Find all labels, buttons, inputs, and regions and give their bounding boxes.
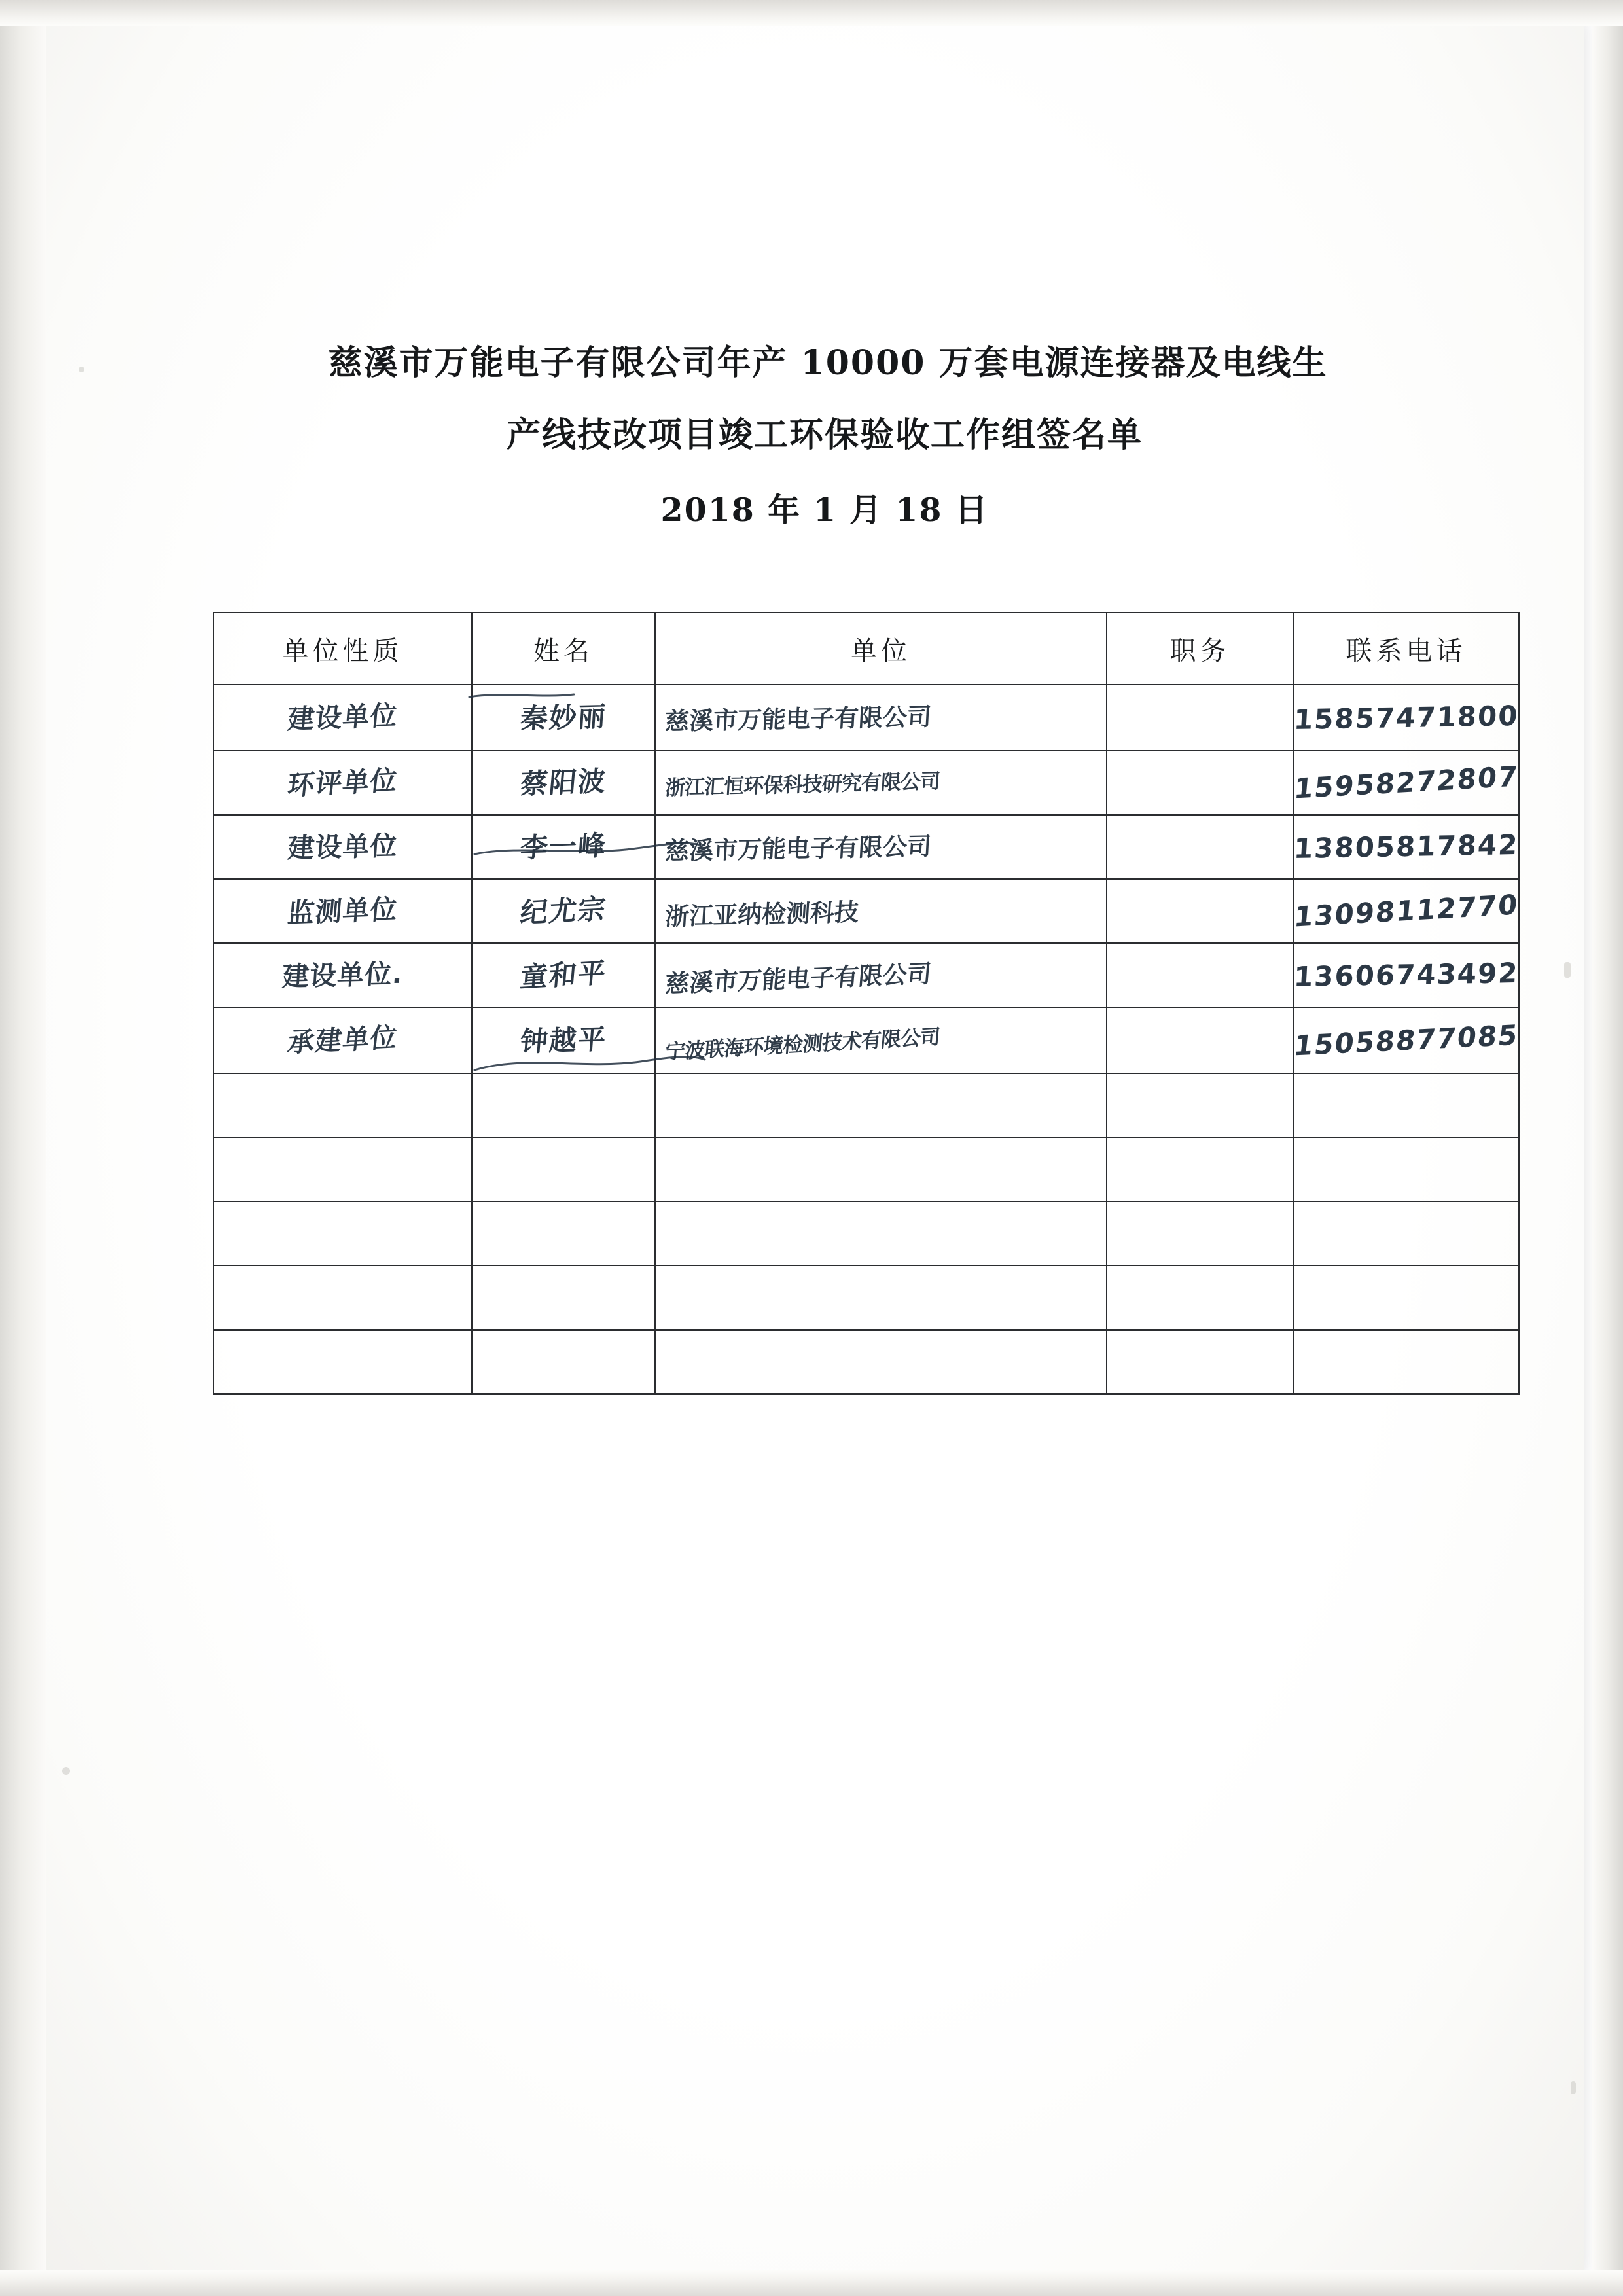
cell-phone xyxy=(1293,685,1519,751)
cell-name xyxy=(472,1266,655,1330)
cell-position xyxy=(1107,815,1293,879)
cell-nature xyxy=(213,815,472,879)
cell-position xyxy=(1107,879,1293,943)
column-header-unit: 单位 xyxy=(655,613,1107,685)
handwritten-unit: 浙江亚纳检测科技 xyxy=(664,897,860,931)
cell-name xyxy=(472,1138,655,1202)
signature-table xyxy=(213,612,1520,1395)
cell-position xyxy=(1107,943,1293,1007)
table-row xyxy=(213,815,1519,879)
cell-nature xyxy=(213,685,472,751)
table-row xyxy=(213,1073,1519,1138)
handwritten-phone: 15857471800 xyxy=(1293,699,1520,736)
cell-name xyxy=(472,879,655,943)
handwritten-nature: 建设单位. xyxy=(281,958,404,992)
handwritten-unit: 慈溪市万能电子有限公司 xyxy=(664,832,933,865)
title-line-2: 产线技改项目竣工环保验收工作组签名单 xyxy=(506,415,1143,455)
column-header-name: 姓名 xyxy=(472,613,655,685)
cell-unit xyxy=(655,1202,1107,1266)
cell-name xyxy=(472,1330,655,1394)
cell-name xyxy=(472,1202,655,1266)
cell-phone xyxy=(1293,815,1519,879)
scan-speck xyxy=(79,367,84,372)
cell-nature xyxy=(213,751,472,815)
table-row xyxy=(213,685,1519,751)
cell-phone xyxy=(1293,879,1519,943)
scan-edge-right xyxy=(1592,0,1623,2296)
table-row xyxy=(213,751,1519,815)
cell-unit xyxy=(655,815,1107,879)
cell-name xyxy=(472,815,655,879)
handwritten-signature: 纪尤宗 xyxy=(518,892,609,929)
cell-phone xyxy=(1293,1073,1519,1138)
column-header-position: 职务 xyxy=(1107,613,1293,685)
handwritten-nature: 监测单位 xyxy=(286,893,399,929)
handwritten-signature: 钟越平 xyxy=(519,1022,608,1058)
cell-unit xyxy=(655,1330,1107,1394)
table-row xyxy=(213,1138,1519,1202)
cell-phone xyxy=(1293,1202,1519,1266)
cell-nature xyxy=(213,1266,472,1330)
handwritten-unit: 宁波联海环境检测技术有限公司 xyxy=(664,1025,941,1064)
handwritten-phone: 13606743492 xyxy=(1293,956,1520,994)
column-header-nature: 单位性质 xyxy=(213,613,472,685)
table-row xyxy=(213,1007,1519,1073)
cell-name xyxy=(472,751,655,815)
document-title-block xyxy=(203,327,1446,548)
cell-unit xyxy=(655,943,1107,1007)
table-row xyxy=(213,1202,1519,1266)
cell-nature xyxy=(213,879,472,943)
table-row xyxy=(213,1266,1519,1330)
table-row xyxy=(213,943,1519,1007)
cell-position xyxy=(1107,1330,1293,1394)
title-line-1: 慈溪市万能电子有限公司年产 10000 万套电源连接器及电线生 xyxy=(328,343,1328,383)
handwritten-signature: 蔡阳波 xyxy=(519,764,609,800)
cell-nature xyxy=(213,943,472,1007)
cell-position xyxy=(1107,1202,1293,1266)
column-header-phone: 联系电话 xyxy=(1293,613,1519,685)
cell-phone xyxy=(1293,943,1519,1007)
cell-unit xyxy=(655,879,1107,943)
cell-nature xyxy=(213,1073,472,1138)
cell-unit xyxy=(655,685,1107,751)
handwritten-nature: 承建单位 xyxy=(286,1021,400,1059)
handwritten-phone: 13805817842 xyxy=(1293,828,1520,865)
document-date: 2018 年 1 月 18 日 xyxy=(660,491,989,529)
table-header-row xyxy=(213,613,1519,685)
cell-phone xyxy=(1293,1138,1519,1202)
cell-unit xyxy=(655,751,1107,815)
cell-nature xyxy=(213,1330,472,1394)
cell-unit xyxy=(655,1138,1107,1202)
handwritten-unit: 慈溪市万能电子有限公司 xyxy=(664,702,933,736)
table-row xyxy=(213,879,1519,943)
handwritten-nature: 建设单位 xyxy=(287,829,399,864)
scan-speck xyxy=(1564,962,1571,978)
cell-unit xyxy=(655,1073,1107,1138)
handwritten-signature: 秦妙丽 xyxy=(519,700,608,735)
cell-position xyxy=(1107,1007,1293,1073)
cell-position xyxy=(1107,1138,1293,1202)
handwritten-nature: 环评单位 xyxy=(286,764,400,801)
cell-position xyxy=(1107,751,1293,815)
cell-phone xyxy=(1293,1007,1519,1073)
handwritten-unit: 浙江汇恒环保科技研究有限公司 xyxy=(664,769,941,800)
cell-nature xyxy=(213,1007,472,1073)
handwritten-phone: 15058877085 xyxy=(1292,1018,1520,1062)
cell-position xyxy=(1107,1073,1293,1138)
cell-position xyxy=(1107,685,1293,751)
cell-phone xyxy=(1293,1266,1519,1330)
scan-edge-bottom xyxy=(0,2270,1623,2296)
cell-unit xyxy=(655,1007,1107,1073)
cell-name xyxy=(472,685,655,751)
handwritten-signature: 李一峰 xyxy=(519,829,608,865)
handwritten-phone: 15958272807 xyxy=(1293,760,1520,805)
handwritten-nature: 建设单位 xyxy=(286,699,399,736)
handwritten-signature: 童和平 xyxy=(519,956,609,994)
scan-edge-top xyxy=(0,0,1623,26)
cell-phone xyxy=(1293,751,1519,815)
handwritten-phone: 13098112770 xyxy=(1293,888,1520,933)
cell-name xyxy=(472,943,655,1007)
cell-unit xyxy=(655,1266,1107,1330)
cell-nature xyxy=(213,1202,472,1266)
scan-speck xyxy=(62,1767,70,1775)
scan-edge-left xyxy=(0,0,46,2296)
cell-name xyxy=(472,1007,655,1073)
cell-name xyxy=(472,1073,655,1138)
cell-phone xyxy=(1293,1330,1519,1394)
table-row xyxy=(213,1330,1519,1394)
scan-speck xyxy=(1571,2081,1576,2094)
cell-nature xyxy=(213,1138,472,1202)
handwritten-unit: 慈溪市万能电子有限公司 xyxy=(664,959,933,998)
cell-position xyxy=(1107,1266,1293,1330)
